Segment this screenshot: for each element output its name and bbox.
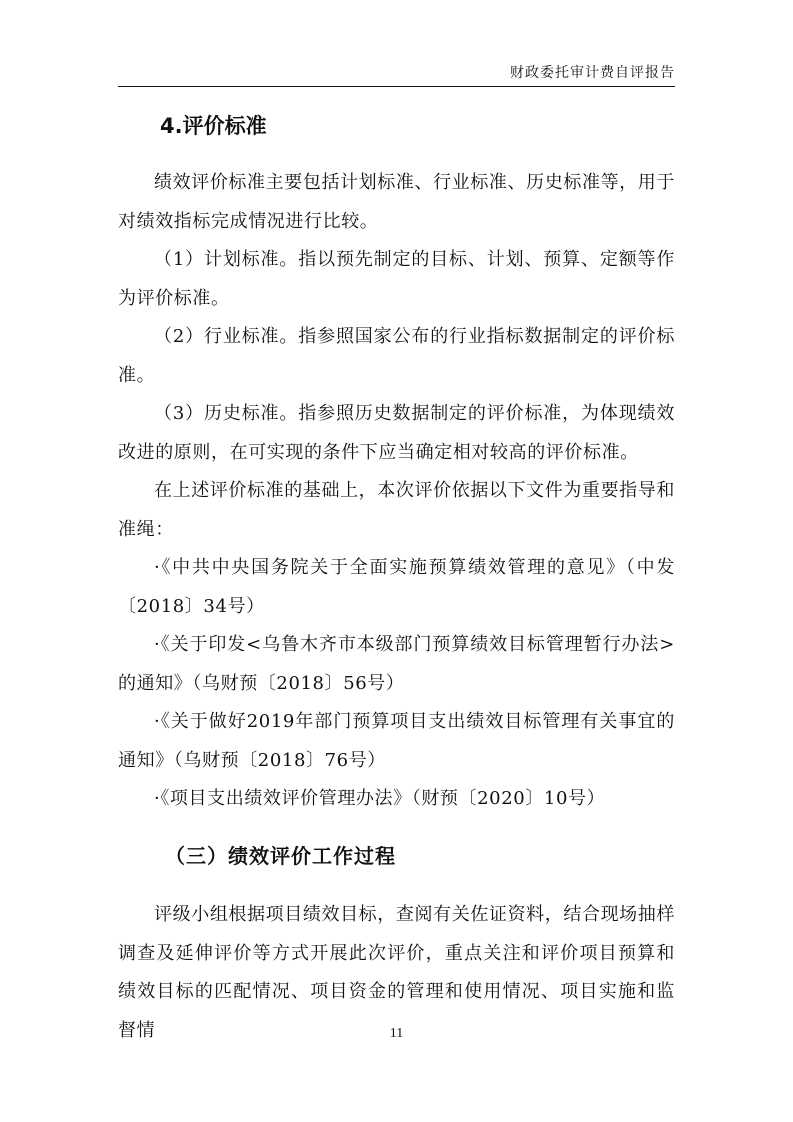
section-heading-evaluation-standards: 4.评价标准	[160, 114, 267, 138]
paragraph: （1）计划标准。指以预先制定的目标、计划、预算、定额等作为评价标准。	[118, 249, 675, 309]
paragraph: （3）历史标准。指参照历史数据制定的评价标准，为体现绩效改进的原则，在可实现的条件下应当确定相对较高的评价标准。	[118, 403, 675, 463]
paragraph: 绩效评价标准主要包括计划标准、行业标准、历史标准等，用于对绩效指标完成情况进行比较。	[118, 172, 675, 232]
list-item: ·《关于做好2019年部门预算项目支出绩效目标管理有关事宜的通知》（乌财预〔2018〕76号）	[118, 711, 675, 771]
paragraph: （2）行业标准。指参照国家公布的行业指标数据制定的评价标准。	[118, 326, 675, 386]
header-rule	[118, 86, 675, 87]
list-item: ·《关于印发<乌鲁木齐市本级部门预算绩效目标管理暂行办法>的通知》（乌财预〔2018〕56号）	[118, 634, 675, 694]
section-body	[118, 164, 675, 819]
paragraph: 在上述评价标准的基础上，本次评价依据以下文件为重要指导和准绳：	[118, 480, 675, 540]
paragraph: 评级小组根据项目绩效目标，查阅有关佐证资料，结合现场抽样调查及延伸评价等方式开展此次评价，重点关注和评价项目预算和绩效目标的匹配情况、项目资金的管理和使用情况、项目实施和监督情	[118, 904, 675, 1041]
list-item: ·《项目支出绩效评价管理办法》（财预〔2020〕10号）	[154, 788, 606, 809]
list-item: ·《中共中央国务院关于全面实施预算绩效管理的意见》（中发〔2018〕34号）	[118, 557, 675, 617]
running-header: 财政委托审计费自评报告	[510, 65, 675, 81]
section-heading-evaluation-process: （三）绩效评价工作过程	[165, 844, 396, 868]
page-number: 11	[389, 1026, 404, 1041]
